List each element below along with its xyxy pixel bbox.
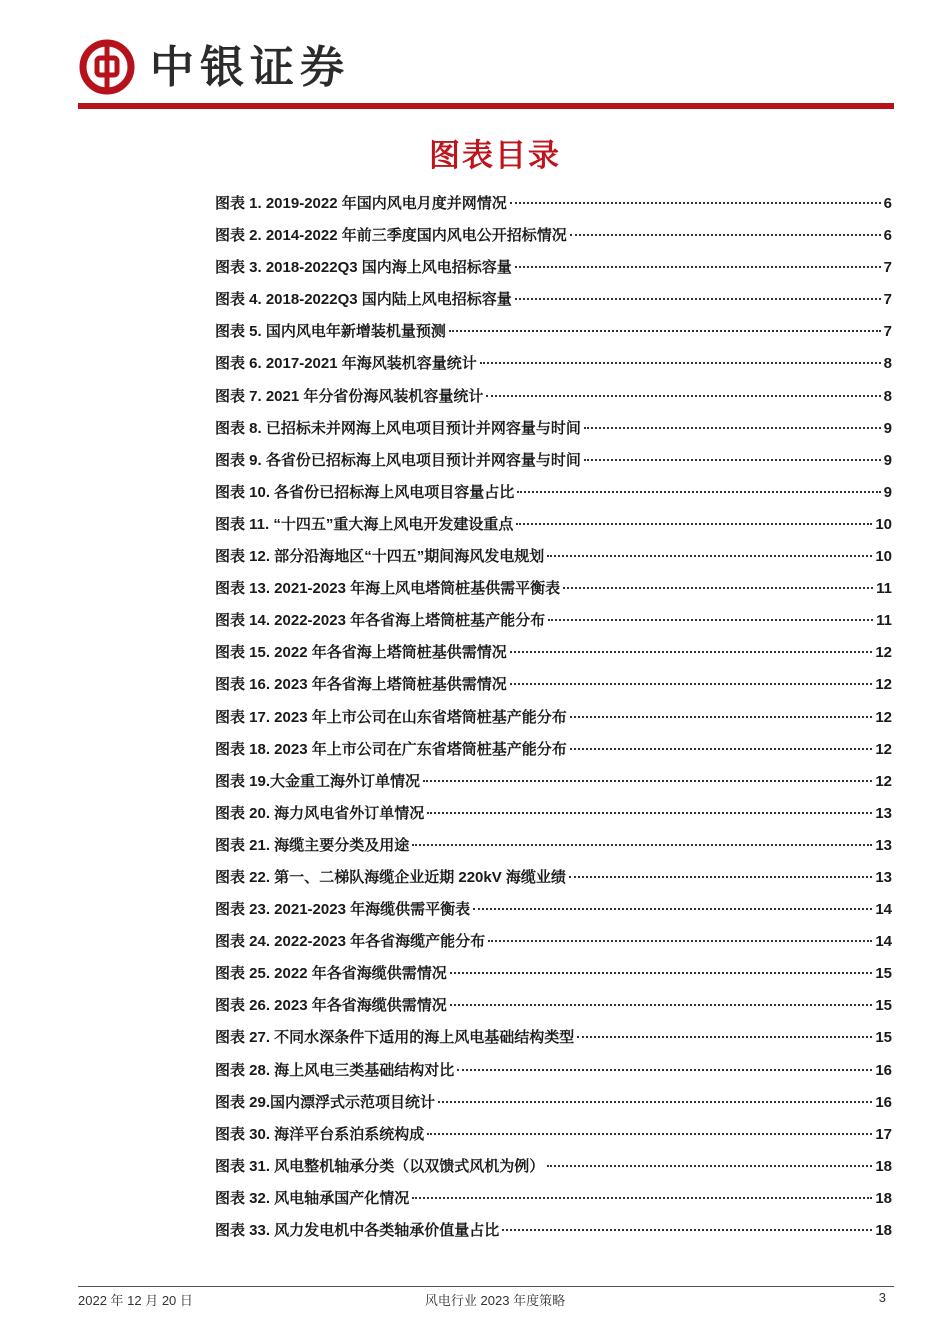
toc-dot-leader — [547, 1165, 872, 1167]
toc-entry-page[interactable]: 11 — [876, 612, 892, 630]
toc-entry-label[interactable]: 图表 5. 国内风电年新增装机量预测 — [215, 323, 446, 341]
toc-entry-page[interactable]: 16 — [875, 1061, 892, 1079]
brand-name: 中银证券 — [150, 42, 350, 93]
toc-entry-page[interactable]: 9 — [883, 483, 892, 501]
toc-dot-leader — [515, 298, 881, 300]
toc-entry-label[interactable]: 图表 20. 海力风电省外订单情况 — [215, 804, 425, 822]
toc-entry-label[interactable]: 图表 2. 2014-2022 年前三季度国内风电公开招标情况 — [215, 227, 567, 245]
toc-entry[interactable] — [215, 734, 892, 766]
toc-entry-label[interactable]: 图表 3. 2018-2022Q3 国内海上风电招标容量 — [215, 259, 512, 277]
toc-entry-page[interactable]: 12 — [875, 676, 892, 694]
toc-entry-page[interactable]: 7 — [883, 259, 892, 277]
toc-entry-page[interactable]: 15 — [875, 1029, 892, 1047]
toc-dot-leader — [473, 908, 872, 910]
toc-dot-leader — [548, 619, 873, 621]
toc-entry-page[interactable]: 13 — [875, 836, 892, 854]
toc-entry[interactable] — [215, 894, 892, 926]
toc-entry[interactable] — [215, 445, 892, 477]
toc-entry[interactable] — [215, 509, 892, 541]
toc-dot-leader — [570, 716, 873, 718]
toc-entry-page[interactable]: 13 — [875, 804, 892, 822]
toc-entry-label[interactable]: 图表 17. 2023 年上市公司在山东省塔筒桩基产能分布 — [215, 708, 567, 726]
toc-dot-leader — [450, 972, 873, 974]
toc-entry-page[interactable]: 7 — [883, 291, 892, 309]
toc-entry-label[interactable]: 图表 27. 不同水深条件下适用的海上风电基础结构类型 — [215, 1029, 575, 1047]
toc-dot-leader — [569, 876, 872, 878]
toc-dot-leader — [577, 1036, 872, 1038]
toc-entry-label[interactable]: 图表 21. 海缆主要分类及用途 — [215, 836, 410, 854]
toc-entry[interactable] — [215, 637, 892, 669]
toc-entry[interactable] — [215, 1087, 892, 1119]
toc-dot-leader — [510, 683, 873, 685]
toc-dot-leader — [450, 1004, 873, 1006]
toc-entry[interactable] — [215, 1055, 892, 1087]
toc-entry-label[interactable]: 图表 32. 风电轴承国产化情况 — [215, 1189, 410, 1207]
toc-entry[interactable] — [215, 252, 892, 284]
toc-dot-leader — [584, 459, 881, 461]
toc-entry[interactable] — [215, 702, 892, 734]
footer-report-title: 风电行业 2023 年度策略 — [424, 1293, 566, 1308]
toc-dot-leader — [486, 395, 880, 397]
toc-dot-leader — [412, 844, 872, 846]
toc-dot-leader — [563, 587, 873, 589]
toc-entry-label[interactable]: 图表 29.国内漂浮式示范项目统计 — [215, 1093, 436, 1111]
toc-entry-label[interactable]: 图表 16. 2023 年各省海上塔筒桩基供需情况 — [215, 676, 507, 694]
toc-entry-page[interactable]: 18 — [875, 1189, 892, 1207]
toc-dot-leader — [423, 780, 872, 782]
footer-date: 2022 年 12 月 20 日 — [78, 1293, 193, 1308]
toc-entry-page[interactable]: 9 — [883, 419, 892, 437]
toc-entry-page[interactable]: 15 — [875, 997, 892, 1015]
toc-entry-label[interactable]: 图表 4. 2018-2022Q3 国内陆上风电招标容量 — [215, 291, 512, 309]
toc-entry[interactable] — [215, 188, 892, 220]
toc-entry[interactable] — [215, 573, 892, 605]
toc-entry-page[interactable]: 6 — [883, 195, 892, 212]
toc-entry[interactable] — [215, 541, 892, 573]
toc-dot-leader — [480, 362, 881, 364]
toc-entry-page[interactable]: 15 — [875, 965, 892, 983]
toc-entry-label[interactable]: 图表 33. 风力发电机中各类轴承价值量占比 — [215, 1222, 500, 1239]
toc-entry-page[interactable]: 14 — [875, 933, 892, 951]
toc-entry-label[interactable]: 图表 6. 2017-2021 年海风装机容量统计 — [215, 355, 477, 373]
toc-entry-label[interactable]: 图表 30. 海洋平台系泊系统构成 — [215, 1125, 425, 1143]
toc-dot-leader — [516, 523, 872, 525]
toc-entry-page[interactable]: 18 — [875, 1157, 892, 1175]
toc-entry-label[interactable]: 图表 10. 各省份已招标海上风电项目容量占比 — [215, 483, 515, 501]
toc-entry[interactable] — [215, 284, 892, 316]
toc-entry-page[interactable]: 18 — [875, 1222, 892, 1239]
toc-entry-label[interactable]: 图表 22. 第一、二梯队海缆企业近期 220kV 海缆业绩 — [215, 868, 566, 886]
toc-entry-page[interactable]: 7 — [883, 323, 892, 341]
toc-entry-label[interactable]: 图表 13. 2021-2023 年海上风电塔筒桩基供需平衡表 — [215, 580, 561, 598]
toc-dot-leader — [457, 1069, 872, 1071]
toc-entry[interactable] — [215, 413, 892, 445]
toc-entry-label[interactable]: 图表 11. “十四五”重大海上风电开发建设重点 — [215, 515, 514, 533]
toc-entry[interactable] — [215, 477, 892, 509]
toc-entry-label[interactable]: 图表 18. 2023 年上市公司在广东省塔筒桩基产能分布 — [215, 740, 567, 758]
toc-entry[interactable] — [215, 766, 892, 798]
toc-entry[interactable] — [215, 830, 892, 862]
toc-entry-page[interactable]: 10 — [875, 515, 892, 533]
toc-entry-label[interactable]: 图表 23. 2021-2023 年海缆供需平衡表 — [215, 901, 471, 919]
header-rule — [78, 103, 894, 109]
toc-entry-page[interactable]: 14 — [875, 901, 892, 919]
toc-dot-leader — [488, 940, 872, 942]
toc-entry[interactable] — [215, 316, 892, 348]
toc-dot-leader — [427, 812, 872, 814]
toc-dot-leader — [438, 1101, 872, 1103]
toc-entry-page[interactable]: 12 — [875, 644, 892, 662]
toc-entry-label[interactable]: 图表 9. 各省份已招标海上风电项目预计并网容量与时间 — [215, 451, 581, 469]
toc-entry-page[interactable]: 16 — [875, 1093, 892, 1111]
toc-entry-label[interactable]: 图表 26. 2023 年各省海缆供需情况 — [215, 997, 447, 1015]
toc-dot-leader — [510, 651, 873, 653]
toc-dot-leader — [584, 427, 881, 429]
toc-entry-label[interactable]: 图表 31. 风电整机轴承分类（以双馈式风机为例） — [215, 1157, 545, 1175]
toc-dot-leader — [547, 555, 872, 557]
toc-dot-leader — [449, 330, 881, 332]
toc-entry[interactable] — [215, 348, 892, 380]
toc-entry-label[interactable]: 图表 28. 海上风电三类基础结构对比 — [215, 1061, 455, 1079]
toc-dot-leader — [502, 1229, 872, 1231]
toc-dot-leader — [515, 266, 881, 268]
toc-entry-page[interactable]: 12 — [875, 772, 892, 790]
toc-entry[interactable] — [215, 990, 892, 1022]
toc-entry[interactable] — [215, 1022, 892, 1054]
toc-entry-label[interactable]: 图表 12. 部分沿海地区“十四五”期间海风发电规划 — [215, 548, 545, 566]
bank-of-china-logo-icon — [78, 38, 136, 96]
toc-dot-leader — [517, 491, 880, 493]
toc-entry-label[interactable]: 图表 7. 2021 年分省份海风装机容量统计 — [215, 387, 484, 405]
toc-title: 图表目录 — [429, 138, 561, 174]
toc-dot-leader — [570, 748, 873, 750]
toc-entry[interactable] — [215, 1183, 892, 1215]
toc-entry-page[interactable]: 17 — [875, 1125, 892, 1143]
toc-dot-leader — [570, 234, 881, 236]
toc-entry-label[interactable]: 图表 15. 2022 年各省海上塔筒桩基供需情况 — [215, 644, 507, 662]
toc-entry-label[interactable]: 图表 14. 2022-2023 年各省海上塔筒桩基产能分布 — [215, 612, 546, 630]
toc-entry[interactable] — [215, 926, 892, 958]
toc-entry[interactable] — [215, 798, 892, 830]
footer-page-number: 3 — [878, 1290, 886, 1305]
toc-entry-page[interactable]: 8 — [883, 355, 892, 373]
toc-entry-page[interactable]: 9 — [883, 451, 892, 469]
toc-dot-leader — [427, 1133, 872, 1135]
toc-entry-page[interactable]: 11 — [876, 580, 892, 598]
toc-entry-label[interactable]: 图表 8. 已招标未并网海上风电项目预计并网容量与时间 — [215, 419, 581, 437]
table-of-figures — [215, 188, 892, 1247]
toc-entry-label[interactable]: 图表 24. 2022-2023 年各省海缆产能分布 — [215, 933, 486, 951]
toc-entry-page[interactable]: 10 — [875, 548, 892, 566]
page-header — [0, 0, 950, 112]
toc-entry-page[interactable]: 8 — [883, 387, 892, 405]
toc-entry[interactable] — [215, 1151, 892, 1183]
toc-entry[interactable] — [215, 958, 892, 990]
toc-dot-leader — [412, 1197, 872, 1199]
toc-dot-leader — [510, 202, 881, 204]
toc-entry[interactable] — [215, 1215, 892, 1247]
toc-entry[interactable] — [215, 669, 892, 701]
toc-entry[interactable] — [215, 381, 892, 413]
footer-rule — [78, 1286, 894, 1287]
toc-entry-label[interactable]: 图表 19.大金重工海外订单情况 — [215, 772, 421, 790]
toc-entry-label[interactable]: 图表 25. 2022 年各省海缆供需情况 — [215, 965, 447, 983]
toc-entry[interactable] — [215, 220, 892, 252]
toc-entry-page[interactable]: 6 — [883, 227, 892, 245]
toc-entry-page[interactable]: 12 — [875, 708, 892, 726]
toc-entry[interactable] — [215, 1119, 892, 1151]
toc-entry[interactable] — [215, 605, 892, 637]
toc-entry-page[interactable]: 13 — [875, 868, 892, 886]
toc-entry-page[interactable]: 12 — [875, 740, 892, 758]
toc-entry[interactable] — [215, 862, 892, 894]
toc-entry-label[interactable]: 图表 1. 2019-2022 年国内风电月度并网情况 — [215, 195, 507, 212]
